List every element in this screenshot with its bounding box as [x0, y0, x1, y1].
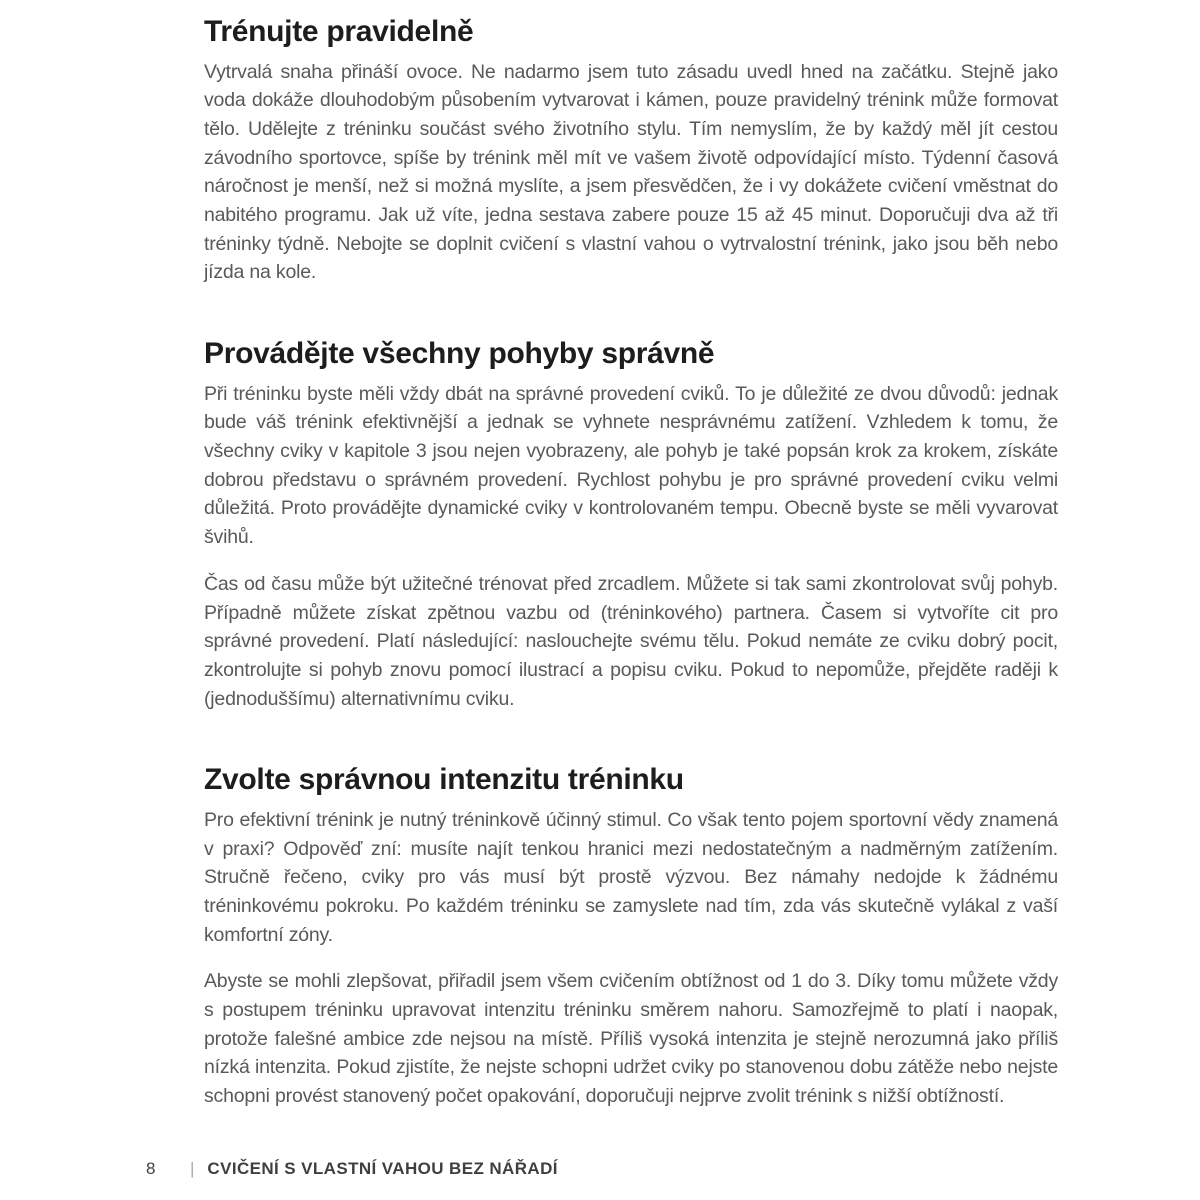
section-perform-moves-correctly [204, 337, 1058, 713]
section-heading: Zvolte správnou intenzitu tréninku [204, 763, 684, 797]
body-paragraph: Abyste se mohli zlepšovat, přiřadil jsem všem cvičením obtížnost od 1 do 3. Díky tomu můžete vždy s postupem tréninku upravovat intenzitu tréninku směrem nahoru. Samozřejmě to platí i naopak, protože falešné ambice zde nejsou na místě. Příliš vysoká intenzita je stejně nerozumná jako příliš nízká intenzita. Pokud zjistíte, že nejste schopni udržet cviky po stanovenou dobu zátěže nebo nejste schopni provést stanovený počet opakování, doporučuji nejprve zvolit trénink s nižší obtížností. [204, 970, 1058, 1108]
body-paragraph: Vytrvalá snaha přináší ovoce. Ne nadarmo jsem tuto zásadu uvedl hned na začátku. Stejně jako voda dokáže dlouhodobým působením vytvarovat i kámen, pouze pravidelný trénink může formovat tělo. Udělejte z tréninku součást svého životního stylu. Tím nemyslím, že by každý měl jít cestou závodního sportovce, spíše by trénink měl mít ve vašem životě odpovídající místo. Týdenní časová náročnost je menší, než si možná myslíte, a jsem přesvědčen, že i vy dokážete cvičení vměstnat do nabitého programu. Jak už víte, jedna sestava zabere pouze 15 až 45 minut. Doporučuji dva až tři tréninky týdně. Nebojte se doplnit cvičení s vlastní vahou o vytrvalostní trénink, jako jsou běh nebo jízda na kole. [204, 60, 1058, 284]
page-number: 8 [146, 1159, 156, 1178]
body-paragraph: Pro efektivní trénink je nutný tréninkově účinný stimul. Co však tento pojem sportovní vědy znamená v praxi? Odpověď zní: musíte najít tenkou hranici mezi nedostatečným a nadměrným zatížením. Stručně řečeno, cviky pro vás musí být prostě výzvou. Bez námahy nedojde k žádnému tréninkovému pokroku. Po každém tréninku se zamyslete nad tím, zda vás skutečně vylákal z vaší komfortní zóny. [204, 808, 1058, 946]
body-paragraph: Čas od času může být užitečné trénovat před zrcadlem. Můžete si tak sami zkontrolovat svůj pohyb. Případně můžete získat zpětnou vazbu od (tréninkového) partnera. Časem si vytvoříte cit pro správné provedení. Platí následující: naslouchejte svému tělu. Pokud nemáte ze cviku dobrý pocit, zkontrolujte si pohyb znovu pomocí ilustrací a popisu cviku. Pokud to nepomůže, přejděte raději k (jednoduššímu) alternativnímu cviku. [204, 572, 1058, 710]
page-content [204, 15, 1058, 1111]
section-choose-right-intensity [204, 763, 1058, 1111]
body-paragraph: Při tréninku byste měli vždy dbát na správné provedení cviků. To je důležité ze dvou důvodů: jednak bude váš trénink efektivnější a jednak se vyhnete nesprávnému zatížení. Vzhledem k tomu, že všechny cviky v kapitole 3 jsou nejen vyobrazeny, ale pohyb je také popsán krok za krokem, získáte dobrou představu o správném provedení. Rychlost pohybu je pro správné provedení cviku velmi důležitá. Proto provádějte dynamické cviky v kontrolovaném tempu. Obecně byste se měli vyvarovat švihů. [204, 382, 1058, 549]
page-footer [146, 1159, 1066, 1179]
section-heading: Provádějte všechny pohyby správně [204, 337, 715, 371]
section-train-regularly [204, 15, 1058, 287]
footer-book-title: CVIČENÍ S VLASTNÍ VAHOU BEZ NÁŘADÍ [207, 1159, 558, 1178]
footer-separator: | [190, 1159, 195, 1178]
section-heading: Trénujte pravidelně [204, 15, 474, 48]
